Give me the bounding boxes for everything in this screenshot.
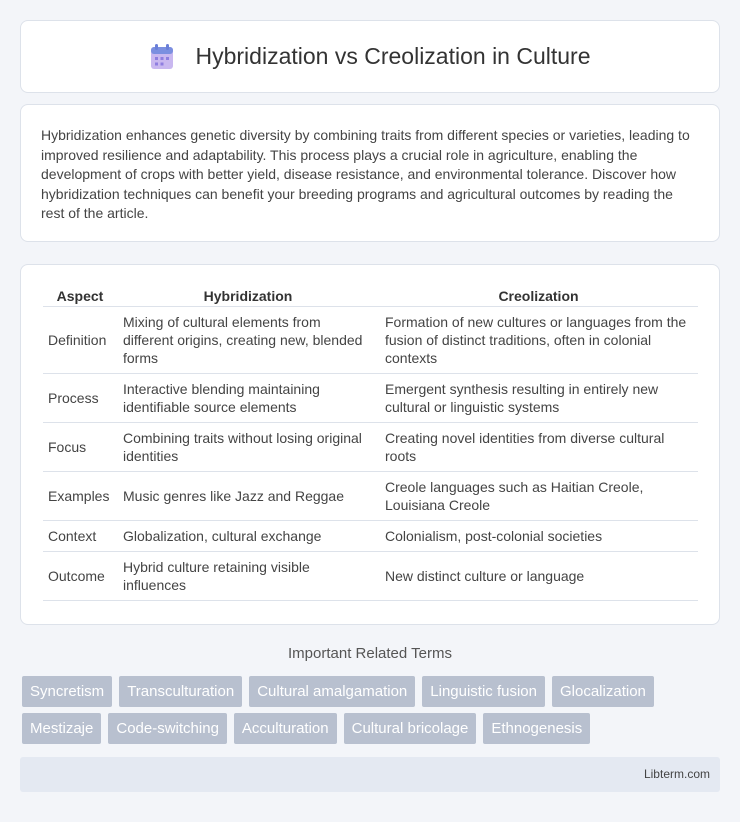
header-hybridization: Hybridization	[117, 284, 379, 307]
cell-creolization: Creating novel identities from diverse cultural roots	[379, 423, 698, 472]
related-terms-title: Important Related Terms	[288, 645, 452, 662]
footer-site-link[interactable]: Libterm.com	[643, 767, 710, 781]
intro-card	[20, 104, 720, 242]
table-row	[43, 374, 698, 423]
cell-hybridization: Hybrid culture retaining visible influences	[117, 552, 379, 601]
table-header-row	[43, 284, 698, 307]
cell-hybridization: Music genres like Jazz and Reggae	[117, 472, 379, 521]
tag-syncretism[interactable]: Syncretism	[22, 676, 112, 707]
comparison-table	[43, 284, 698, 601]
page-title: Hybridization vs Creolization in Culture	[195, 43, 591, 69]
cell-aspect: Process	[43, 374, 117, 423]
tag-linguistic-fusion[interactable]: Linguistic fusion	[422, 676, 545, 707]
related-terms-list	[22, 676, 722, 750]
table-row	[43, 521, 698, 552]
cell-creolization: Formation of new cultures or languages from the fusion of distinct traditions, often in colonial contexts	[379, 307, 698, 374]
cell-aspect: Context	[43, 521, 117, 552]
table-row	[43, 307, 698, 374]
tag-acculturation[interactable]: Acculturation	[234, 713, 337, 744]
title-card	[20, 20, 720, 93]
tag-mestizaje[interactable]: Mestizaje	[22, 713, 101, 744]
cell-creolization: Emergent synthesis resulting in entirely new cultural or linguistic systems	[379, 374, 698, 423]
calendar-icon	[150, 44, 174, 70]
cell-aspect: Definition	[43, 307, 117, 374]
cell-aspect: Focus	[43, 423, 117, 472]
tag-ethnogenesis[interactable]: Ethnogenesis	[483, 713, 590, 744]
cell-hybridization: Interactive blending maintaining identifiable source elements	[117, 374, 379, 423]
cell-aspect: Outcome	[43, 552, 117, 601]
tag-cultural-amalgamation[interactable]: Cultural amalgamation	[249, 676, 415, 707]
table-row	[43, 472, 698, 521]
header-aspect: Aspect	[43, 284, 117, 307]
table-row	[43, 552, 698, 601]
tag-glocalization[interactable]: Glocalization	[552, 676, 654, 707]
cell-aspect: Examples	[43, 472, 117, 521]
cell-creolization: Creole languages such as Haitian Creole, Louisiana Creole	[379, 472, 698, 521]
tag-cultural-bricolage[interactable]: Cultural bricolage	[344, 713, 477, 744]
comparison-card	[20, 264, 720, 625]
tag-code-switching[interactable]: Code-switching	[108, 713, 227, 744]
intro-text: Hybridization enhances genetic diversity by combining traits from different species or varieties, leading to improved resilience and adaptability. This process plays a crucial role in agriculture, enabling the development of crops with better yield, disease resistance, and environmental tolerance. Discover how hybridization techniques can benefit your breeding programs and agricultural outcomes by reading the rest of the article.	[41, 127, 690, 222]
cell-hybridization: Mixing of cultural elements from different origins, creating new, blended forms	[117, 307, 379, 374]
cell-hybridization: Globalization, cultural exchange	[117, 521, 379, 552]
cell-hybridization: Combining traits without losing original identities	[117, 423, 379, 472]
footer	[20, 757, 720, 792]
table-row	[43, 423, 698, 472]
tag-transculturation[interactable]: Transculturation	[119, 676, 242, 707]
cell-creolization: Colonialism, post-colonial societies	[379, 521, 698, 552]
cell-creolization: New distinct culture or language	[379, 552, 698, 601]
header-creolization: Creolization	[379, 284, 698, 307]
